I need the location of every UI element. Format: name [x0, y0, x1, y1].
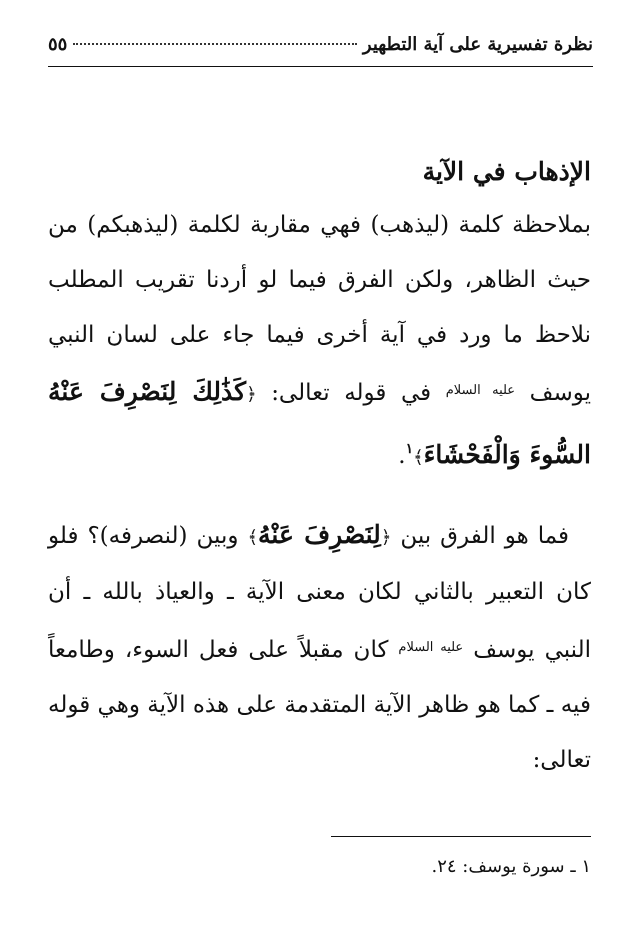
- quran-verse: كَذَٰلِكَ لِنَصْرِفَ عَنْهُ السُّوءَ وَالْفَحْشَاءَ: [48, 377, 591, 469]
- header-title: نظرة تفسيرية على آية التطهير: [362, 34, 593, 55]
- running-header: [48, 34, 593, 66]
- quran-open-bracket: ﴿: [380, 527, 392, 548]
- paragraph-1-text: بملاحظة كلمة (ليذهب) فهي مقاربة لكلمة (ليذهبكم) من حيث الظاهر، ولكن الفرق فيما لو أردنا تقريب المطلب نلاحظ ما ورد في آية أخرى فيما جاء على لسان النبي يوسف: [48, 212, 592, 406]
- honorific-glyph: عليه السلام: [398, 640, 464, 655]
- paragraph-2-part-1: فما هو الفرق بين: [400, 523, 570, 549]
- header-divider: [48, 66, 593, 67]
- paragraph-2-part-3: كان مقبلاً على فعل السوء، وطامعاً فيه ـ كما هو ظاهر الآية المتقدمة على هذه الآية وهي قوله تعالى:: [48, 637, 591, 773]
- paragraph-1-end: .: [398, 443, 406, 469]
- quran-open-bracket: ﴿: [246, 384, 257, 405]
- quran-close-bracket: ﴾: [413, 447, 424, 468]
- footnote: ١ ـ سورة يوسف: ٢٤.: [431, 856, 591, 877]
- section-heading: الإذهاب في الآية: [422, 157, 591, 186]
- quran-close-bracket: ﴾: [247, 527, 259, 548]
- paragraph-1: [48, 198, 591, 485]
- quran-phrase: لِنَصْرِفَ عَنْهُ: [258, 520, 381, 549]
- paragraph-2-part-2: وبين (لنصرفه)؟ فلو كان التعبير بالثاني لكان معنى الآية ـ والعياذ بالله ـ أن النبي يوسف: [48, 523, 592, 663]
- footnote-divider: [331, 836, 591, 837]
- paragraph-2: [48, 507, 591, 788]
- paragraph-1-lead: في قوله تعالى:: [271, 380, 432, 406]
- header-dot-leader: [73, 43, 357, 45]
- honorific-glyph: عليه السلام: [445, 383, 516, 398]
- page-body: [48, 150, 591, 788]
- footnote-reference: ١: [405, 441, 414, 457]
- page-number: ٥٥: [48, 34, 68, 55]
